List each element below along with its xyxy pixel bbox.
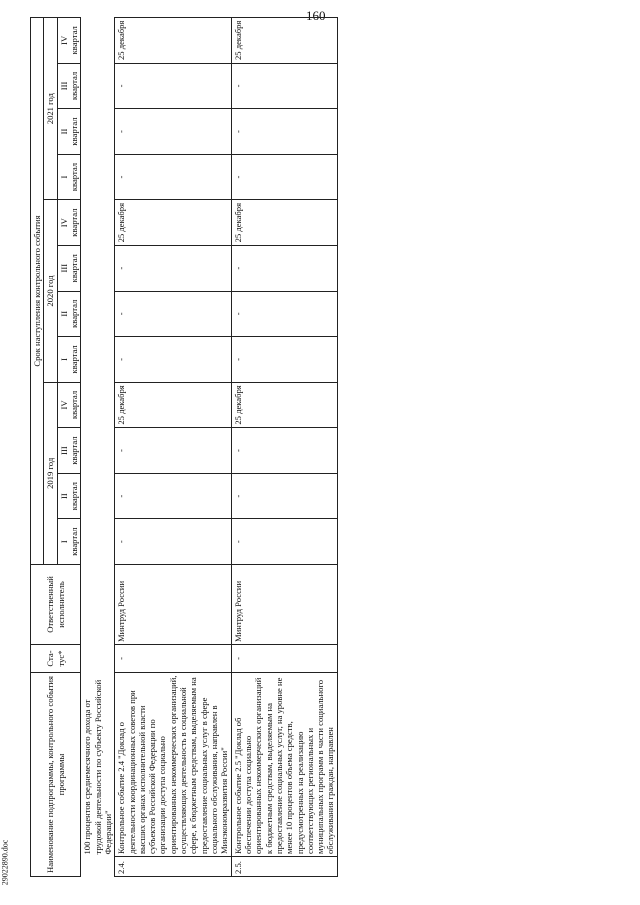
quarter-number: I (58, 357, 69, 361)
quarter-number: IV (58, 35, 69, 45)
executor-cell: Минтруд России (115, 564, 231, 644)
quarter-header (57, 63, 81, 109)
quarter-value: - (231, 428, 337, 474)
year-header: 2020 год (44, 200, 57, 382)
quarter-number: III (58, 446, 69, 455)
quarter-header (57, 428, 81, 474)
quarter-number: III (58, 263, 69, 273)
header-executor: Ответственный исполнитель (31, 564, 81, 644)
year-header: 2021 год (44, 18, 57, 200)
quarter-header (57, 291, 81, 337)
quarter-word: квартал (68, 345, 79, 374)
quarter-word: квартал (68, 299, 79, 328)
rotated-table-container (30, 17, 580, 877)
quarter-value: 25 декабря (231, 18, 337, 64)
quarter-value: 25 декабря (115, 382, 231, 428)
table-row (231, 18, 337, 877)
quarter-value: 25 декабря (231, 200, 337, 246)
quarter-word: квартал (68, 527, 79, 556)
page-number: 160 (306, 8, 326, 23)
quarter-header (57, 154, 81, 200)
event-name: Контрольное событие 2.4 "Доклад о деятельности координационных советов при высших органах исполнительной власти субъектов Российской Федерации по организации доступа социально ориентированных некоммерческих организаций, осуществляющих деятельность в социальной сфере, к бюджетным средствам, выделяемым на предоставление социальных услуг в сфере социального обслуживания, направлен в Минэкономразвития России" (115, 672, 231, 856)
quarter-value: - (115, 337, 231, 383)
row-number: 2.5. (231, 857, 337, 877)
quarter-number: III (58, 81, 69, 91)
header-deadline: Срок наступления контрольного события (31, 18, 44, 565)
quarter-value: - (231, 63, 337, 109)
quarter-number: IV (58, 218, 69, 228)
year-header: 2019 год (44, 382, 57, 564)
quarter-header (57, 337, 81, 383)
executor-cell: Минтруд России (231, 564, 337, 644)
quarter-number: II (58, 310, 69, 317)
status-cell: - (115, 644, 231, 672)
quarter-word: квартал (68, 117, 79, 146)
quarter-number: II (58, 493, 69, 499)
quarter-number: I (58, 175, 69, 179)
quarter-word: квартал (68, 482, 79, 511)
quarter-word: квартал (68, 436, 79, 465)
header-status: Ста-тус* (31, 644, 81, 672)
quarter-word: квартал (68, 390, 79, 420)
quarter-value: 25 декабря (115, 18, 231, 64)
quarter-word: квартал (68, 162, 79, 192)
quarter-header (57, 18, 81, 64)
quarter-value: - (231, 473, 337, 519)
quarter-value: - (231, 519, 337, 565)
continuation-text: 100 процентов среднемесячного дохода от трудовой деятельности по субъекту Российской Федерации" (82, 679, 113, 855)
quarter-number: I (58, 540, 69, 544)
quarter-value: - (115, 63, 231, 109)
quarter-value: 25 декабря (115, 200, 231, 246)
quarter-header (57, 473, 81, 519)
event-name: Контрольное событие 2.5 "Доклад об обеспечении доступа социально ориентированных некоммерческих организаций к бюджетным средствам, выделяемым на предоставление социальных услуг, на уровне не менее 10 процентов объема средств, предусмотренных на реализацию соответствующих региональных и муниципальных программ в части социального обслуживания граждан, направлен (231, 672, 337, 856)
row-number: 2.4. (115, 857, 231, 877)
quarter-value: - (231, 109, 337, 155)
quarter-value: - (115, 109, 231, 155)
quarter-value: - (231, 337, 337, 383)
quarter-value: - (115, 291, 231, 337)
table-row (115, 18, 231, 877)
quarter-value: - (115, 154, 231, 200)
quarter-value: - (115, 473, 231, 519)
document-code: 29022890.doc (0, 839, 10, 886)
quarter-value: - (115, 428, 231, 474)
quarter-value: - (231, 291, 337, 337)
quarter-value: - (231, 245, 337, 291)
quarter-word: квартал (68, 254, 79, 283)
quarter-header (57, 382, 81, 428)
quarter-value: - (115, 519, 231, 565)
quarter-header (57, 200, 81, 246)
quarter-word: квартал (68, 26, 79, 55)
control-events-table (30, 17, 338, 877)
continuation-row (81, 18, 115, 877)
quarter-word: квартал (68, 71, 79, 100)
quarter-header (57, 519, 81, 565)
quarter-header (57, 245, 81, 291)
quarter-value: - (231, 154, 337, 200)
header-name: Наименование подпрограммы, контрольного события программы (31, 672, 81, 876)
quarter-word: квартал (68, 208, 79, 237)
quarter-number: IV (58, 400, 69, 410)
quarter-value: - (115, 245, 231, 291)
quarter-number: II (58, 128, 69, 135)
quarter-value: 25 декабря (231, 382, 337, 428)
status-cell: - (231, 644, 337, 672)
quarter-header (57, 109, 81, 155)
